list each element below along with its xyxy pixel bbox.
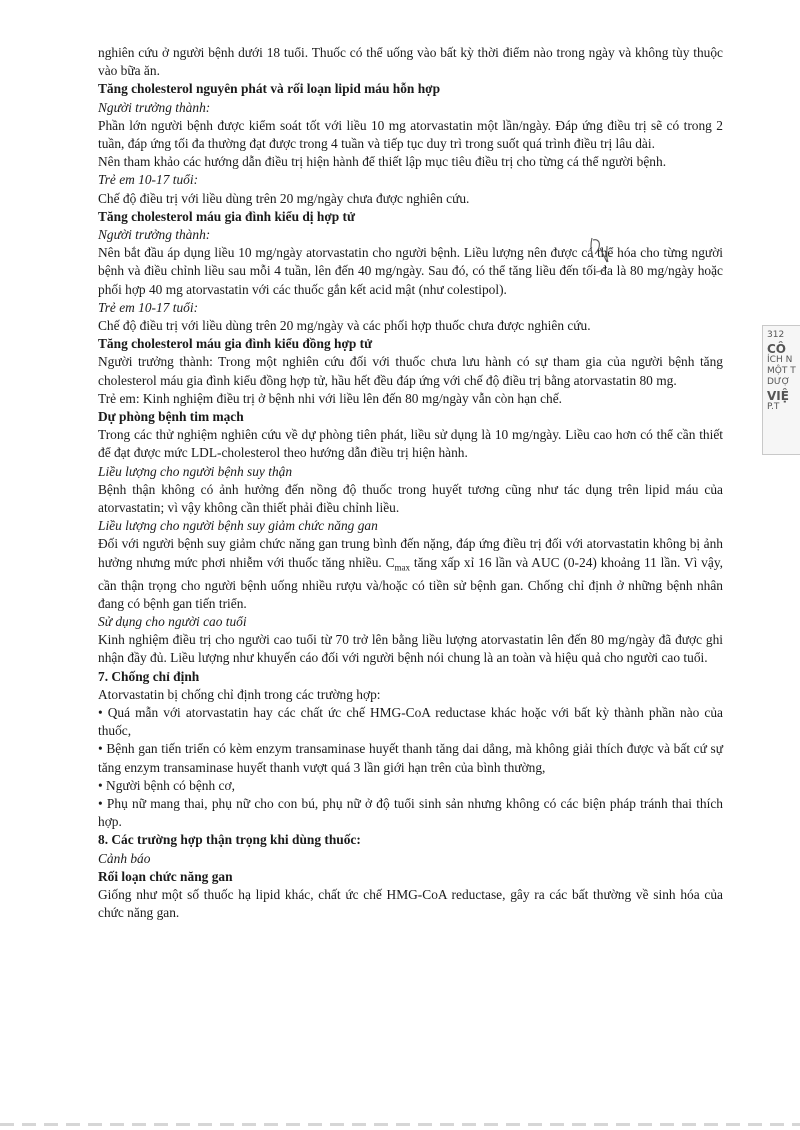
section-heading: Tăng cholesterol máu gia đình kiểu dị hợp tử [98,208,356,224]
subheading: Người trưởng thành: [98,99,211,115]
stamp-text: 312 [767,330,785,340]
section-number-heading: 8. Các trường hợp thận trọng khi dùng thuốc: [98,832,361,848]
paragraph: Atorvastatin bị chống chỉ định trong các trường hợp: [98,686,381,702]
list-item: • Quá mẫn với atorvastatin hay các chất ức chế HMG-CoA reductase khác hoặc với bất kỳ thành phần nào của thuốc, [98,704,723,739]
subheading: Liều lượng cho người bệnh suy thận [98,463,293,479]
stamp-text: MỘT T [767,366,796,376]
subheading: Trẻ em 10-17 tuổi: [98,299,199,315]
subheading: Cảnh báo [98,850,151,866]
list-item: • Phụ nữ mang thai, phụ nữ cho con bú, phụ nữ ở độ tuổi sinh sản nhưng không có các biện pháp tránh thai thích hợp. [98,796,723,830]
paragraph: Trong các thử nghiệm nghiên cứu về dự phòng tiên phát, liều sử dụng là 10 mg/ngày. Liều cao hơn có thể cần thiết để đạt được mức LDL-cholesterol theo hướng dẫn điều trị hiện hành. [98,427,723,461]
stamp-text: P.T [767,402,780,412]
paragraph: Trẻ em: Kinh nghiệm điều trị ở bệnh nhi với liều lên đến 80 mg/ngày vẫn còn hạn chế. [98,390,563,406]
stamp-text: ÍCH N [767,355,793,365]
list-item: • Người bệnh có bệnh cơ, [98,777,235,793]
section-heading: Dự phòng bệnh tim mạch [98,409,244,425]
paragraph-text: Đối với người bệnh suy giảm chức năng gan trung bình đến nặng, đáp ứng điều trị đối với atorvastatin không bị ảnh hưởng nhưng mức phơi nhiễm với thuốc tăng nhiều. C [98,536,723,570]
subheading: Sử dụng cho người cao tuổi [98,613,247,629]
page-bottom-edge [0,1123,800,1126]
paragraph: Nên tham khảo các hướng dẫn điều trị hiện hành để thiết lập mục tiêu điều trị cho từng cá thể người bệnh. [98,154,667,170]
handwritten-mark [586,232,616,278]
subheading: Trẻ em 10-17 tuổi: [98,172,199,188]
paragraph: Chế độ điều trị với liều dùng trên 20 mg/ngày chưa được nghiên cứu. [98,190,470,206]
document-page [98,44,723,922]
paragraph: Phần lớn người bệnh được kiểm soát tốt với liều 10 mg atorvastatin một lần/ngày. Đáp ứng điều trị sẽ có trong 2 tuần, đáp ứng tối đa thường đạt được trong 4 tuần và tiếp tục duy trì trong suốt quá trình điều trị lâu dài. [98,117,723,152]
paragraph: nghiên cứu ở người bệnh dưới 18 tuổi. Thuốc có thể uống vào bất kỳ thời điểm nào trong ngày và không tùy thuộc vào bữa ăn. [98,45,723,79]
paragraph: Giống như một số thuốc hạ lipid khác, chất ức chế HMG-CoA reductase, gây ra các bất thường về sinh hóa của chức năng gan. [98,887,723,921]
section-heading: Tăng cholesterol máu gia đình kiểu đồng hợp tử [98,336,373,352]
paragraph: Người trưởng thành: Trong một nghiên cứu đối với thuốc chưa lưu hành có sự tham gia của người bệnh tăng cholesterol máu gia đình kiểu đồng hợp tử, hầu hết đều đáp ứng với chế độ điều trị bằng atorvastatin 80 mg. [98,354,723,388]
paragraph: Bệnh thận không có ảnh hưởng đến nồng độ thuốc trong huyết tương cũng như tác dụng trên lipid máu của atorvastatin; vì vậy không cần thiết phải điều chỉnh liều. [98,481,723,516]
subheading: Liều lượng cho người bệnh suy giảm chức năng gan [98,518,378,534]
paragraph: Kinh nghiệm điều trị cho người cao tuổi từ 70 trở lên bằng liều lượng atorvastatin lên đến 80 mg/ngày đã được ghi nhận đầy đủ. Liều lượng như khuyến cáo đối với người bệnh nói chung là an toàn và hiệu quả cho người cao tuổi. [98,632,723,666]
section-heading: Rối loạn chức năng gan [98,868,233,884]
paragraph [98,535,723,612]
stamp-text: VIỆ [767,389,789,403]
paragraph: Nên bắt đầu áp dụng liều 10 mg/ngày atorvastatin cho người bệnh. Liều lượng nên được cá thể hóa cho từng người bệnh và điều chỉnh liều sau mỗi 4 tuần, lên đến 40 mg/ngày. Sau đó, có thể tăng liều đến tối đa là 80 mg/ngày hoặc phối hợp 40 mg atorvastatin với các thuốc gắn kết acid mật (như colestipol). [98,245,723,297]
section-heading: Tăng cholesterol nguyên phát và rối loạn lipid máu hỗn hợp [98,81,441,97]
stamp-text: DƯỢ [767,377,790,387]
margin-stamp [762,325,800,455]
paragraph: Chế độ điều trị với liều dùng trên 20 mg/ngày và các phối hợp thuốc chưa được nghiên cứu. [98,318,591,334]
list-item: • Bệnh gan tiến triển có kèm enzym transaminase huyết thanh tăng dai dẳng, mà không giải thích được và bất cứ sự tăng enzym transaminase huyết thanh vượt quá 3 lần giới hạn trên của bình thường, [98,741,723,775]
paragraph-text: tăng xấp xỉ 16 lần và AUC (0-24) khoảng 11 lần. Vì vậy, cần thận trọng cho người bệnh uống nhiều rượu và/hoặc có tiền sử bệnh gan. Chống chỉ định ở những bệnh nhân đang có bệnh gan tiến triển. [98,554,723,611]
subscript-max: max [394,562,411,573]
stamp-text: CÔ [767,342,787,356]
section-number-heading: 7. Chống chỉ định [98,668,200,684]
subheading: Người trưởng thành: [98,227,211,243]
